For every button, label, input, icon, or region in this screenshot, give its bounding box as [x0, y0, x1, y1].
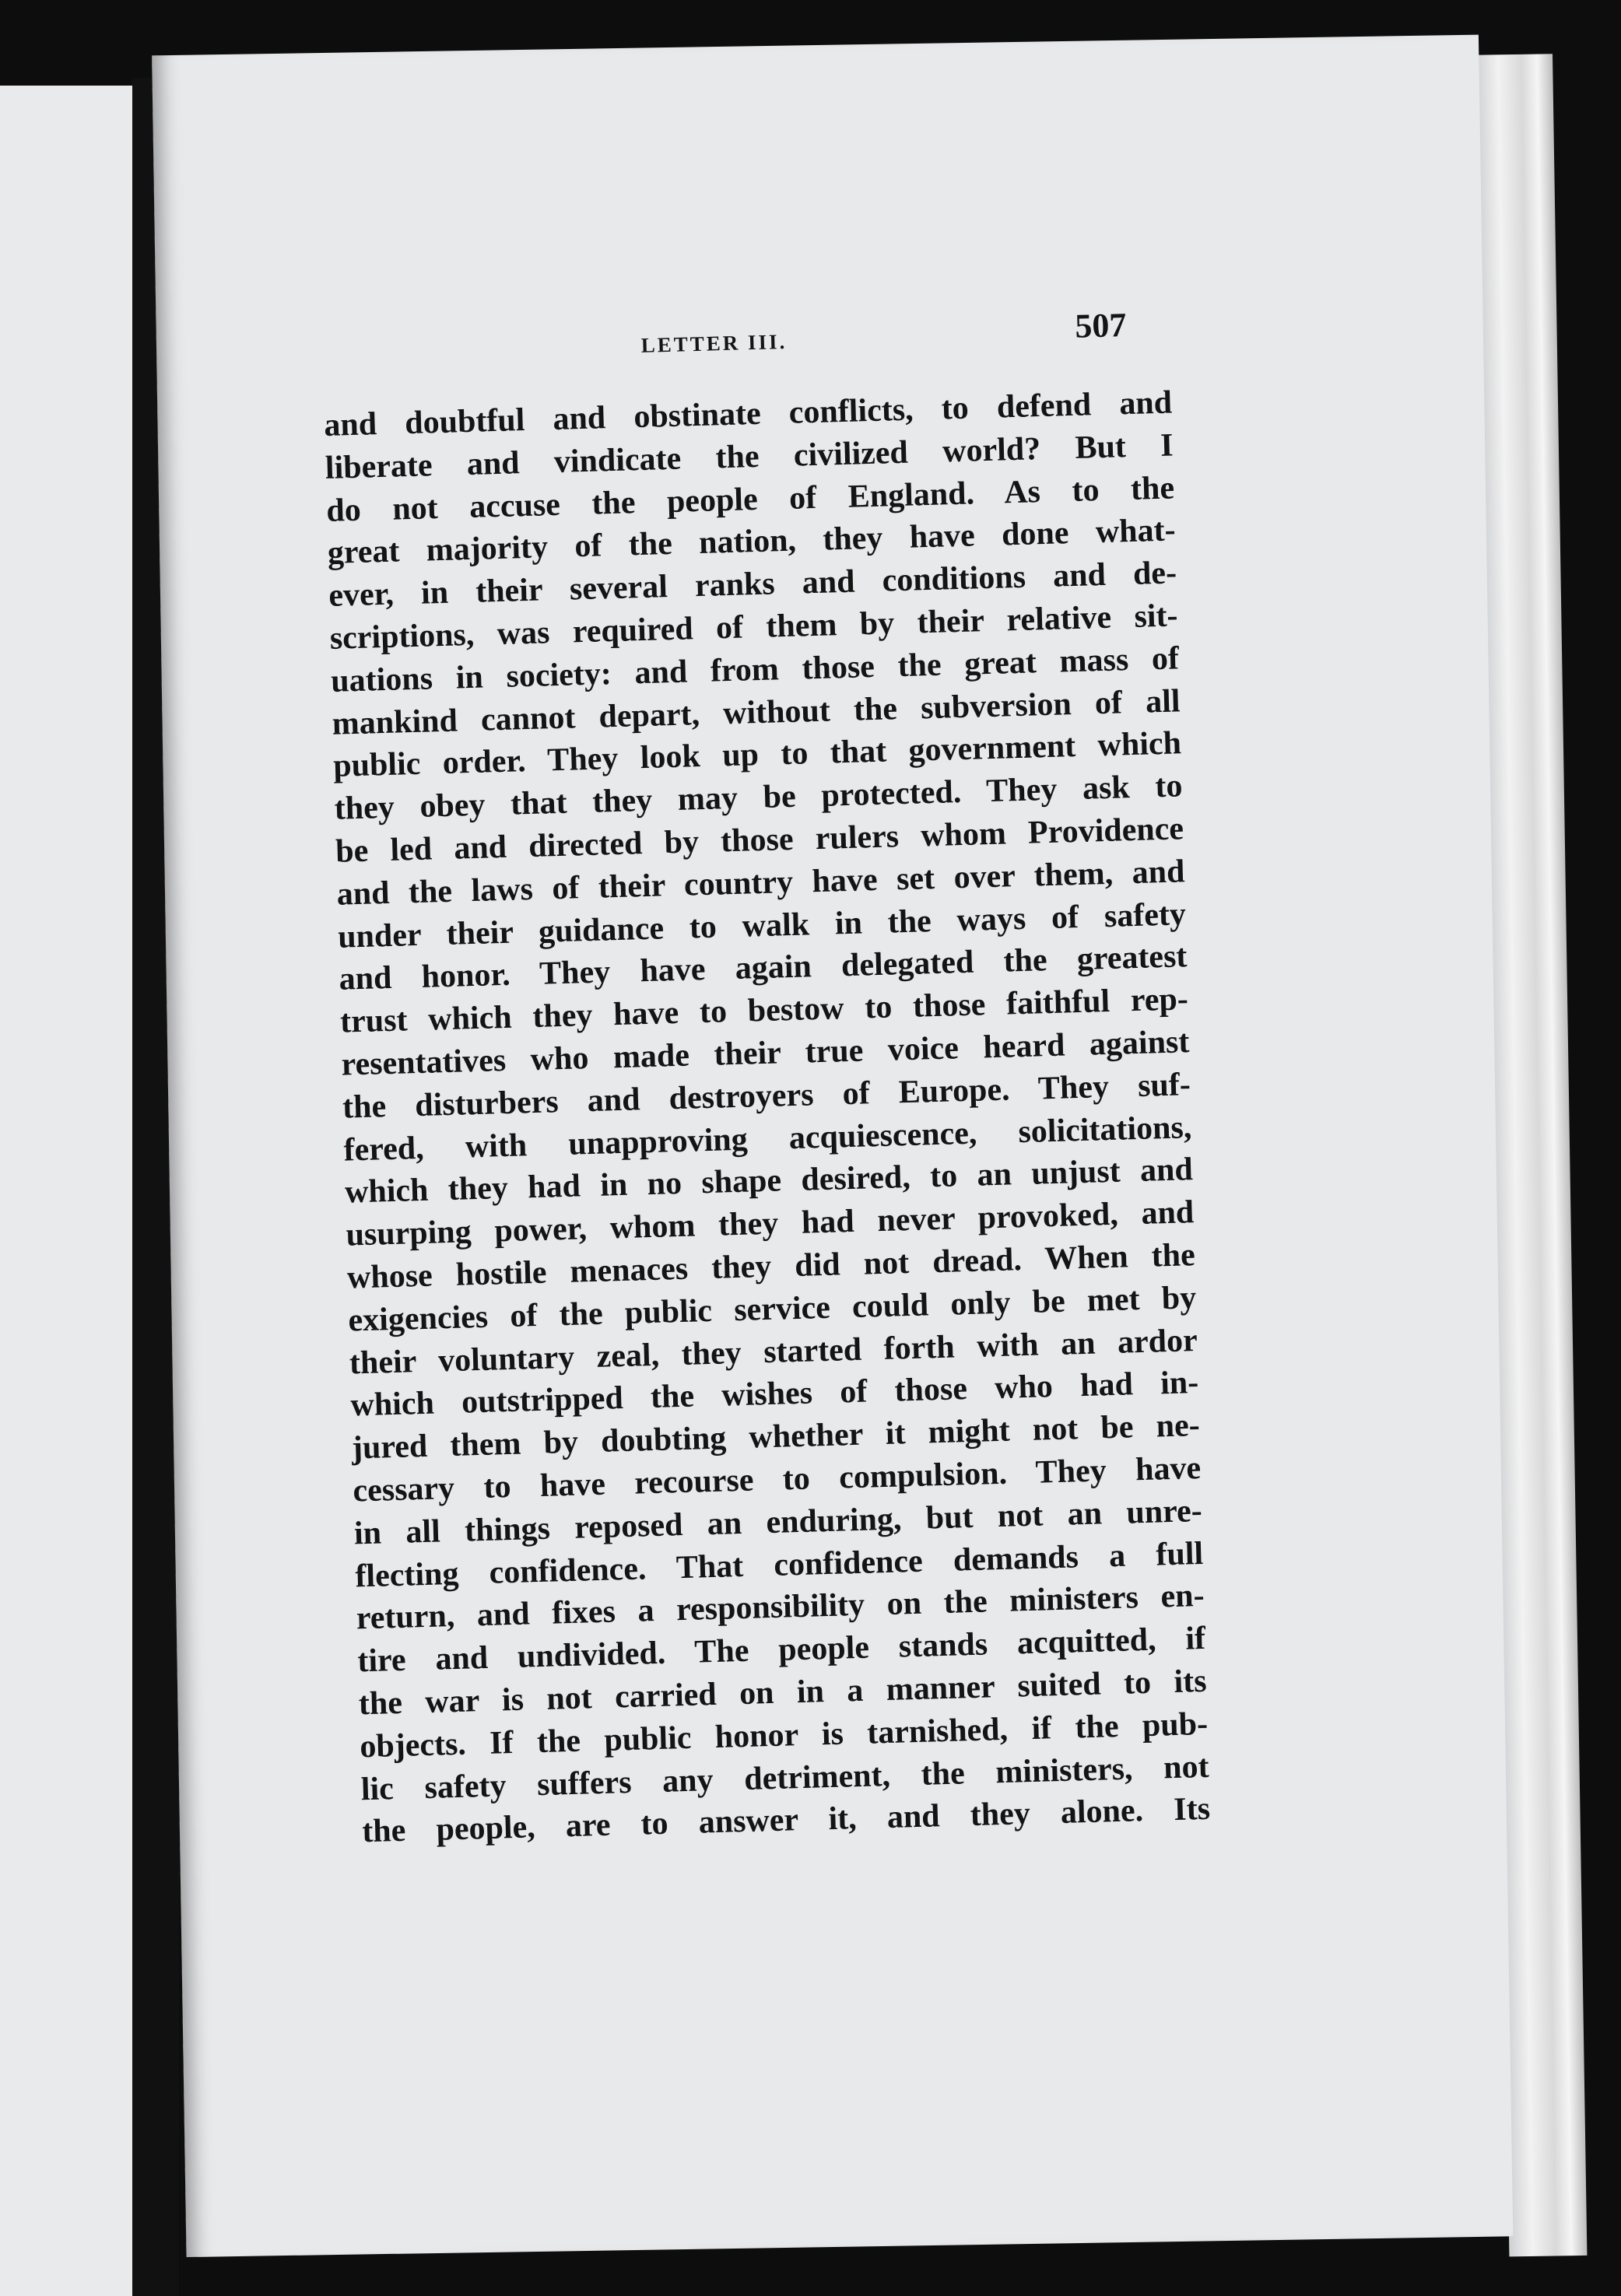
text-line: exigencies of the public service could only be met by [347, 1279, 1197, 1339]
text-line: trust which they have to bestow to those faithful rep- [339, 981, 1189, 1040]
text-line: the people, are to answer it, and they alone. Its [361, 1791, 1211, 1850]
text-line: and the laws of their country have set over them, and [336, 854, 1185, 913]
text-line: objects. If the public honor is tarnished, if the pub- [359, 1705, 1209, 1765]
text-line: scriptions, was required of them by their relative sit- [329, 598, 1179, 657]
text-line: tire and undivided. The people stands acquitted, if [356, 1621, 1206, 1680]
text-line: jured them by doubting whether it might not be ne- [351, 1407, 1201, 1467]
text-line: uations in society: and from those the great mass of [330, 640, 1180, 699]
text-line: return, and fixes a responsibility on the ministers en- [356, 1578, 1205, 1637]
text-line: flecting confidence. That confidence demands a full [354, 1535, 1204, 1594]
text-line: the disturbers and destroyers of Europe. They suf- [342, 1066, 1191, 1126]
text-line: which they had in no shape desired, to an unjust and [344, 1152, 1194, 1211]
running-head-title: LETTER III. [640, 329, 788, 357]
page-number: 507 [1074, 306, 1127, 345]
text-line: ever, in their several ranks and conditions and de- [328, 555, 1177, 615]
text-line: and doubtful and obstinate conflicts, to defend and [323, 384, 1173, 443]
text-line: they obey that they may be protected. They ask to [334, 768, 1183, 827]
text-line: usurping power, whom they had never provoked, and [345, 1194, 1195, 1253]
body-text [324, 381, 1211, 1853]
text-line: lic safety suffers any detriment, the ministers, not [360, 1748, 1210, 1807]
page-text [321, 304, 1211, 1854]
text-line: their voluntary zeal, they started forth with an ardor [349, 1322, 1198, 1382]
text-line: fered, with unapproving acquiescence, solicitations, [343, 1109, 1192, 1169]
text-line: be led and directed by those rulers whom Providence [335, 811, 1184, 870]
text-line: whose hostile menaces they did not dread. When the [346, 1237, 1196, 1296]
text-line: liberate and vindicate the civilized world? But I [325, 427, 1174, 486]
text-line: in all things reposed an enduring, but not an unre- [353, 1492, 1203, 1552]
text-line: under their guidance to walk in the ways of safety [337, 896, 1187, 955]
text-line: and honor. They have again delegated the greatest [339, 938, 1188, 998]
text-line: mankind cannot depart, without the subversion of all [332, 682, 1181, 742]
text-line: cessary to have recourse to compulsion. They have [352, 1449, 1202, 1509]
text-line: resentatives who made their true voice heard against [341, 1024, 1190, 1083]
text-line: which outstripped the wishes of those who had in- [349, 1365, 1199, 1424]
text-line: do not accuse the people of England. As to the [325, 470, 1175, 529]
text-line: public order. They look up to that government which [332, 725, 1182, 785]
text-line: the war is not carried on in a manner suited to its [358, 1663, 1208, 1723]
text-line: great majority of the nation, they have done what- [327, 512, 1177, 572]
